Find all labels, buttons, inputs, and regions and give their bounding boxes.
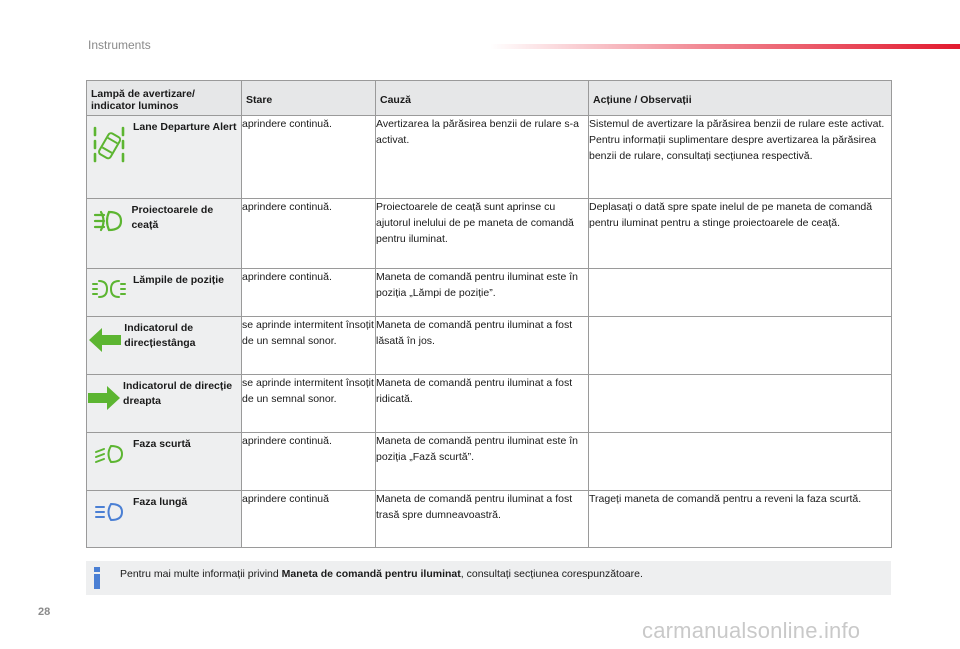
lamp-name: Lane Departure Alert (133, 121, 237, 133)
lamp-name: Faza lungă (133, 496, 188, 508)
lamp-name: Indicatorul de direcțiestânga (124, 322, 196, 349)
state-cell: aprindere continuă. (242, 199, 376, 269)
state-cell: aprindere continuă. (242, 269, 376, 317)
lamp-cell (87, 116, 242, 199)
lamp-name: Lămpile de poziție (133, 274, 225, 286)
lamp-cell (87, 375, 242, 433)
action-cell (589, 317, 892, 375)
section-title: Instruments (88, 38, 151, 52)
page-number: 28 (38, 606, 51, 618)
lane-departure-icon (92, 126, 126, 166)
lamp-name: Proiectoarele de ceață (131, 204, 214, 231)
warning-lamps-table (86, 80, 892, 548)
info-icon (93, 567, 101, 589)
action-cell (589, 116, 892, 199)
lamp-name: Indicatorul de direcție dreapta (123, 380, 233, 407)
table-row (87, 269, 892, 317)
column-header: Cauză (376, 81, 589, 116)
lamp-cell (87, 491, 242, 548)
state-cell: aprindere continuă (242, 491, 376, 548)
table-row (87, 317, 892, 375)
cause-cell: Maneta de comandă pentru iluminat este în poziția „Lămpi de poziție”. (376, 269, 589, 317)
action-cell: Trageți maneta de comandă pentru a reveni la faza scurtă. (589, 491, 892, 548)
table-header-row (87, 81, 892, 116)
table-row (87, 116, 892, 199)
lamp-name: Faza scurtă (133, 438, 191, 450)
column-header: Acțiune / Observații (589, 81, 892, 116)
info-text (120, 568, 643, 580)
info-note (86, 561, 891, 595)
info-prefix: Pentru mai multe informații privind (120, 568, 282, 580)
state-cell: se aprinde intermitent însoțit de un semnal sonor. (242, 375, 376, 433)
table-row (87, 491, 892, 548)
action-text: Sistemul de avertizare la părăsirea benzii de rulare este activat. Pentru informații suplimentare despre avertizarea la părăsirea benzii de rulare, consultați secțiunea respectivă. (589, 118, 885, 162)
state-cell: aprindere continuă. (242, 116, 376, 199)
high-beam-icon (94, 501, 124, 523)
action-cell (589, 269, 892, 317)
left-arrow-icon (88, 327, 122, 353)
table-row (87, 199, 892, 269)
lamp-cell (87, 317, 242, 375)
column-header: Lampă de avertizare/ indicator luminos (87, 81, 242, 116)
table-row (87, 433, 892, 491)
watermark: carmanualsonline.info (642, 618, 861, 643)
cause-cell: Maneta de comandă pentru iluminat este în poziția „Fază scurtă”. (376, 433, 589, 491)
lamp-cell (87, 269, 242, 317)
low-beam-icon (94, 443, 124, 465)
action-cell (589, 433, 892, 491)
action-cell (589, 375, 892, 433)
cause-cell: Proiectoarele de ceață sunt aprinse cu ajutorul inelului de pe maneta de comandă pentru iluminat. (376, 199, 589, 269)
state-cell: aprindere continuă. (242, 433, 376, 491)
info-bold-link: Maneta de comandă pentru iluminat (281, 568, 461, 580)
cause-cell: Avertizarea la părăsirea benzii de rulare s-a activat. (376, 116, 589, 199)
position-lights-icon (92, 279, 126, 299)
table-row (87, 375, 892, 433)
right-arrow-icon (87, 385, 121, 411)
state-cell: se aprinde intermitent însoțit de un semnal sonor. (242, 317, 376, 375)
lamp-cell (87, 199, 242, 269)
header-accent-bar (490, 44, 960, 49)
lamp-cell (87, 433, 242, 491)
cause-cell: Maneta de comandă pentru iluminat a fost lăsată în jos. (376, 317, 589, 375)
cause-cell: Maneta de comandă pentru iluminat a fost trasă spre dumneavoastră. (376, 491, 589, 548)
front-fog-light-icon (93, 209, 123, 233)
info-suffix: , consultați secțiunea corespunzătoare. (460, 568, 643, 580)
cause-cell: Maneta de comandă pentru iluminat a fost ridicată. (376, 375, 589, 433)
column-header: Stare (242, 81, 376, 116)
action-cell: Deplasați o dată spre spate inelul de pe maneta de comandă pentru iluminat pentru a stinge proiectoarele de ceață. (589, 199, 892, 269)
